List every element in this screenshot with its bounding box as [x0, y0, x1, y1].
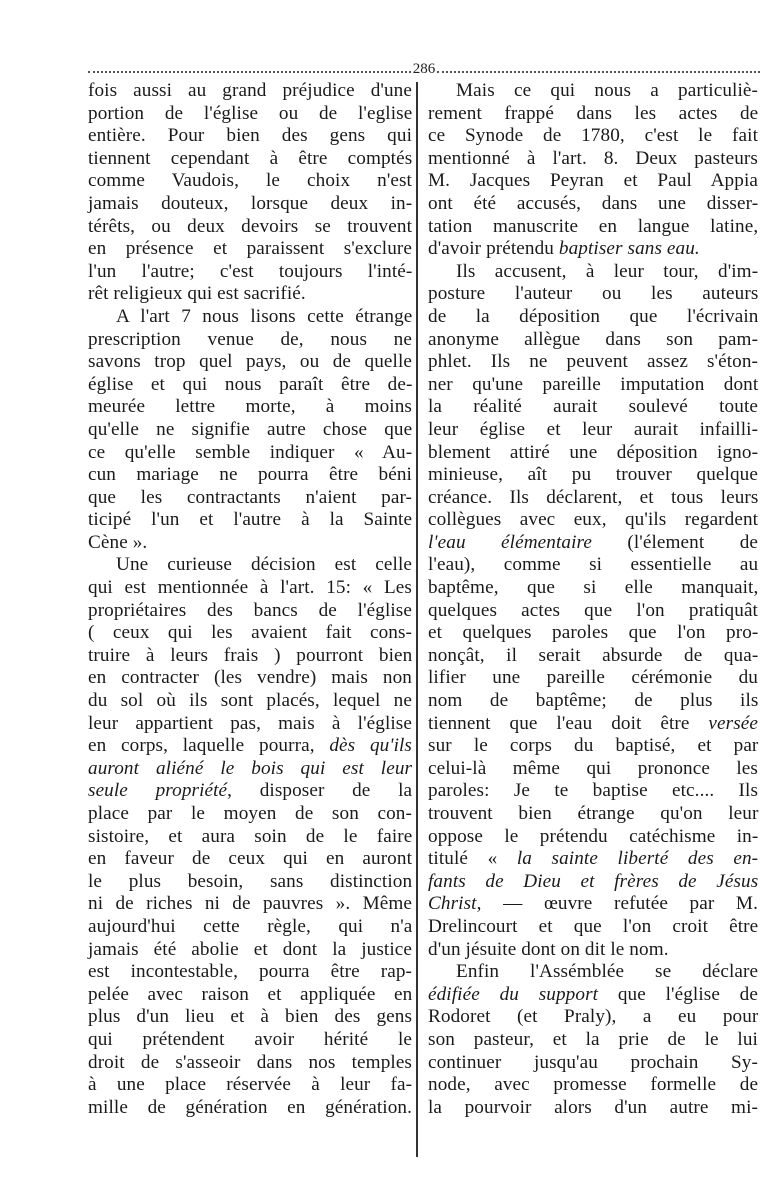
column-divider: [416, 82, 418, 1157]
text-line: [428, 690, 758, 713]
text-line: [88, 645, 412, 668]
line-text: ( ceux qui les avaient fait cons-: [88, 622, 413, 644]
page-header: [88, 60, 760, 76]
text-line: [88, 780, 412, 803]
text-line: [88, 148, 412, 171]
line-text: celui-là même qui prononce les: [428, 757, 758, 779]
line-text: A l'art 7 nous lisons cette étrange: [116, 305, 413, 327]
line-text: de la déposition que l'écrivain: [428, 305, 759, 327]
line-text: plus d'un lieu et à bien des gens: [88, 1006, 413, 1028]
text-line: [88, 735, 412, 758]
text-line: [88, 893, 412, 916]
header-rule-right: [437, 71, 760, 73]
text-line: [428, 374, 758, 397]
text-line: [428, 803, 758, 826]
line-text: la pourvoir alors d'un autre mi-: [428, 1096, 758, 1118]
line-text: Ils accusent, à leur tour, d'im-: [456, 260, 759, 282]
line-text: fois aussi au grand préjudice d'une: [88, 80, 412, 101]
line-text: d'un jésuite dont on dit le nom.: [428, 938, 669, 960]
italic-text: fants de Dieu et frères de Jésus: [428, 870, 759, 892]
text-line: [428, 871, 758, 894]
italic-text: seule propriété: [88, 780, 228, 802]
text-line: [428, 916, 758, 939]
line-text: Rodoret (et Praly), a eu pour: [428, 1006, 759, 1028]
text-line: [428, 984, 758, 1007]
italic-text: dès qu'ils: [329, 735, 412, 757]
italic-text: baptiser sans eau.: [558, 238, 700, 260]
line-text: paroles: Je te baptise etc.... Ils: [428, 780, 759, 802]
text-line: [88, 238, 412, 261]
text-line: [88, 577, 412, 600]
text-line: [428, 848, 758, 871]
text-line: [428, 735, 758, 758]
line-text: est incontestable, pourra être rap-: [88, 961, 412, 983]
line-text: que les contractants n'aient par-: [88, 486, 413, 508]
text-line: [428, 103, 758, 126]
line-text: lifier une pareille cérémonie du: [428, 667, 758, 689]
text-line: [428, 1052, 758, 1075]
line-text: d'avoir prétendu: [428, 238, 559, 260]
line-text: , — œuvre refutée par M.: [476, 893, 758, 915]
text-line: [428, 306, 758, 329]
text-line: [88, 984, 412, 1007]
line-text: jamais douteux, lorsque deux in-: [88, 192, 413, 214]
line-text: mille de génération en génération.: [88, 1096, 412, 1118]
line-text: tiennent que l'eau doit être: [428, 712, 709, 734]
line-text: truire à leurs frais ) pourront bien: [88, 644, 413, 666]
text-line: [88, 396, 412, 419]
text-line: [428, 148, 758, 171]
text-line: [428, 577, 758, 600]
text-line: [428, 939, 758, 962]
line-text: ce Synode de 1780, c'est le fait: [428, 125, 758, 147]
page-number: 286: [412, 61, 436, 77]
text-line: [428, 464, 758, 487]
line-text: que l'église de: [598, 983, 758, 1005]
line-text: leur appartient pas, mais à l'église: [88, 712, 412, 734]
line-text: mentionné à l'art. 8. Deux pasteurs: [428, 147, 758, 169]
text-line: [88, 1006, 412, 1029]
line-text: qui est mentionnée à l'art. 15: « Les: [88, 577, 412, 599]
text-line: [428, 442, 758, 465]
text-line: [88, 442, 412, 465]
line-text: prescription venue de, nous ne: [88, 328, 412, 350]
line-text: pelée avec raison et appliquée en: [88, 983, 413, 1005]
line-text: collègues avec eux, qu'ils regardent: [428, 509, 759, 531]
text-line: [88, 306, 412, 329]
text-line: [88, 1074, 412, 1097]
text-line: [88, 690, 412, 713]
line-text: le plus besoin, sans distinction: [88, 870, 413, 892]
text-line: [88, 419, 412, 442]
line-text: phlet. Ils ne peuvent assez s'éton-: [428, 351, 758, 373]
text-line: [428, 554, 758, 577]
left-column: [88, 80, 412, 1119]
line-text: ont été accusés, dans une disser-: [428, 192, 759, 214]
line-text: du sol où ils sont placés, lequel ne: [88, 690, 412, 712]
text-line: [428, 238, 758, 261]
text-line: [428, 216, 758, 239]
line-text: nonçât, il serait absurde de qua-: [428, 644, 759, 666]
line-text: Enfin l'Assémblée se déclare: [456, 961, 759, 983]
line-text: , disposer de la: [227, 780, 413, 802]
line-text: qui prétendent avoir hérité le: [88, 1028, 412, 1050]
text-line: [428, 1006, 758, 1029]
text-line: [88, 871, 412, 894]
line-text: qu'elle ne signifie autre chose que: [88, 418, 413, 440]
italic-text: la sainte liberté des en-: [516, 848, 759, 870]
line-text: baptême, que si elle manquait,: [428, 577, 759, 599]
line-text: rement frappé dans les actes de: [428, 102, 759, 124]
line-text: sur le corps du baptisé, et par: [428, 735, 759, 757]
line-text: Drelincourt et que l'on croit être: [428, 915, 759, 937]
text-line: [88, 713, 412, 736]
italic-text: l'eau élémentaire: [428, 531, 592, 553]
text-line: [88, 622, 412, 645]
text-line: [428, 713, 758, 736]
line-text: leur église et leur aurait infailli-: [428, 418, 759, 440]
line-text: portion de l'église ou de l'eglise: [88, 102, 413, 124]
line-text: anonyme allègue dans son pam-: [428, 328, 759, 350]
text-line: [428, 193, 758, 216]
line-text: en faveur de ceux qui en auront: [88, 848, 412, 870]
text-line: [428, 80, 758, 103]
line-text: ner qu'une pareille imputation dont: [428, 373, 759, 395]
line-text: église et qui nous paraît être de-: [88, 373, 413, 395]
text-line: [88, 600, 412, 623]
text-line: [88, 826, 412, 849]
line-text: quelques actes que l'on pratiquât: [428, 599, 758, 621]
text-line: [428, 961, 758, 984]
text-line: [428, 1097, 758, 1120]
text-line: [88, 216, 412, 239]
line-text: droit de s'asseoir dans nos temples: [88, 1051, 412, 1073]
line-text: térêts, ou deux devoirs se trouvent: [88, 215, 412, 237]
line-text: rêt religieux qui est sacrifié.: [88, 283, 306, 305]
text-line: [428, 600, 758, 623]
italic-text: auront aliéné le bois qui est leur: [88, 757, 413, 779]
line-text: aujourd'hui cette règle, qui n'a: [88, 915, 413, 937]
text-line: [428, 1074, 758, 1097]
line-text: ni de riches ni de pauvres ». Même: [88, 893, 412, 915]
text-line: [428, 1029, 758, 1052]
text-line: [88, 170, 412, 193]
line-text: tation manuscrite en langue latine,: [428, 215, 759, 237]
text-line: [88, 80, 412, 103]
line-text: l'un l'autre; c'est toujours l'inté-: [88, 260, 413, 282]
line-text: en corps, laquelle pourra,: [88, 735, 330, 757]
text-line: [88, 329, 412, 352]
text-line: [428, 351, 758, 374]
line-text: place par le moyen de son con-: [88, 803, 412, 824]
text-line: [88, 103, 412, 126]
text-line: [88, 758, 412, 781]
line-text: l'eau), comme si essentielle au: [428, 554, 759, 576]
line-text: jamais été abolie et dont la justice: [88, 938, 412, 960]
text-line: [88, 193, 412, 216]
text-line: [88, 351, 412, 374]
text-line: [428, 826, 758, 849]
text-line: [88, 1097, 412, 1120]
line-text: trouvent bien étrange qu'on leur: [428, 803, 759, 824]
text-line: [88, 125, 412, 148]
text-line: [428, 893, 758, 916]
line-text: ticipé l'un et l'autre à la Sainte: [88, 509, 413, 531]
text-line: [88, 464, 412, 487]
line-text: en contracter (les vendre) mais non: [88, 667, 412, 689]
text-line: [428, 261, 758, 284]
italic-text: versée: [708, 712, 759, 734]
text-line: [428, 645, 758, 668]
line-text: créance. Ils déclarent, et tous leurs: [428, 486, 759, 508]
text-line: [88, 374, 412, 397]
text-line: [428, 780, 758, 803]
line-text: M. Jacques Peyran et Paul Appia: [428, 170, 758, 192]
text-line: [88, 1052, 412, 1075]
text-line: [88, 283, 412, 306]
text-line: [428, 487, 758, 510]
line-text: cun mariage ne pourra être béni: [88, 464, 412, 486]
text-line: [428, 667, 758, 690]
line-text: posture l'auteur ou les auteurs: [428, 283, 759, 305]
text-line: [88, 261, 412, 284]
line-text: minieuse, aît pu trouver quelque: [428, 464, 758, 486]
text-line: [88, 803, 412, 826]
text-line: [428, 622, 758, 645]
line-text: en présence et paraissent s'exclure: [88, 238, 412, 260]
line-text: entière. Pour bien des gens qui: [88, 125, 412, 147]
line-text: et quelques paroles que l'on pro-: [428, 622, 759, 644]
line-text: la réalité aurait soulevé toute: [428, 396, 758, 418]
line-text: tiennent cependant à être comptés: [88, 147, 413, 169]
text-line: [88, 939, 412, 962]
line-text: comme Vaudois, le choix n'est: [88, 170, 412, 192]
text-line: [428, 419, 758, 442]
line-text: savons trop quel pays, ou de quelle: [88, 351, 412, 373]
text-line: [88, 509, 412, 532]
text-line: [88, 667, 412, 690]
italic-text: édifiée du support: [428, 983, 599, 1005]
text-line: [428, 125, 758, 148]
right-column: [428, 80, 758, 1119]
line-text: ce qu'elle semble indiquer « Au-: [88, 441, 413, 463]
line-text: blement attiré une déposition igno-: [428, 441, 759, 463]
line-text: à une place réservée à leur fa-: [88, 1074, 413, 1096]
text-line: [428, 532, 758, 555]
line-text: son pasteur, et la prie de le lui: [428, 1028, 758, 1050]
text-line: [88, 961, 412, 984]
text-line: [428, 758, 758, 781]
text-line: [428, 170, 758, 193]
line-text: Une curieuse décision est celle: [116, 554, 412, 576]
text-line: [88, 554, 412, 577]
line-text: (l'élement de: [592, 531, 759, 553]
line-text: oppose le prétendu catéchisme in-: [428, 825, 759, 847]
text-line: [88, 487, 412, 510]
text-line: [88, 1029, 412, 1052]
line-text: Cène ».: [88, 531, 148, 553]
text-line: [428, 329, 758, 352]
line-text: nom de baptême; de plus ils: [428, 690, 759, 712]
line-text: titulé «: [428, 848, 517, 870]
header-rule-left: [88, 71, 411, 73]
text-line: [88, 848, 412, 871]
text-line: [428, 396, 758, 419]
line-text: meurée lettre morte, à moins: [88, 396, 412, 418]
text-line: [88, 532, 412, 555]
line-text: continuer jusqu'au prochain Sy-: [428, 1051, 758, 1073]
text-line: [428, 283, 758, 306]
text-line: [88, 916, 412, 939]
italic-text: Christ: [428, 893, 477, 915]
line-text: node, avec promesse formelle de: [428, 1074, 759, 1096]
line-text: sistoire, et aura soin de le faire: [88, 825, 413, 847]
line-text: Mais ce qui nous a particuliè-: [456, 80, 758, 101]
text-line: [428, 509, 758, 532]
line-text: propriétaires des bancs de l'église: [88, 599, 412, 621]
